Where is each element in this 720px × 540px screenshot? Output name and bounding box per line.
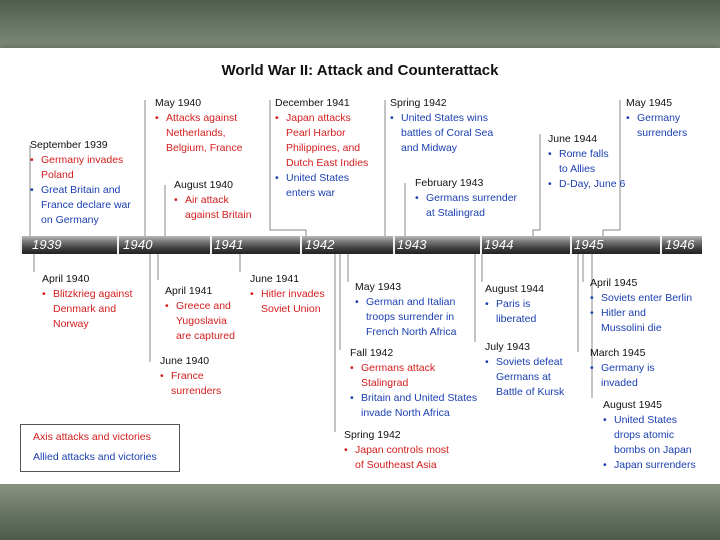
event-item-text: German and Italian [366, 296, 456, 308]
bullet-icon: • [30, 184, 34, 196]
event-may1943 [355, 280, 456, 340]
event-date: Spring 1942 [390, 97, 447, 109]
event-may1940 [155, 96, 242, 156]
event-jun1940 [160, 354, 221, 399]
event-item-allied [355, 295, 456, 340]
tick-1943 [393, 236, 395, 254]
event-item-text-continued: are captured [176, 330, 235, 342]
event-item-text-continued: French North Africa [366, 326, 457, 338]
year-label-1941: 1941 [214, 237, 244, 252]
bullet-icon: • [275, 112, 279, 124]
bullet-icon: • [160, 370, 164, 382]
event-item-allied [485, 355, 564, 400]
event-item-text-continued: and Midway [401, 142, 458, 154]
bullet-icon: • [485, 356, 489, 368]
event-item-allied [415, 191, 517, 221]
event-item-text-continued: to Allies [559, 163, 596, 175]
event-date: May 1945 [626, 97, 673, 109]
bullet-icon: • [30, 154, 34, 166]
event-item-text-continued: France declare war [41, 199, 131, 211]
event-date: July 1943 [485, 341, 530, 353]
event-fall1942 [350, 346, 477, 421]
event-item-axis [160, 369, 221, 399]
bullet-icon: • [590, 362, 594, 374]
event-item-text-continued: Pearl Harbor [286, 127, 346, 139]
year-label-1945: 1945 [574, 237, 604, 252]
event-item-axis [155, 111, 242, 156]
event-apr1940 [42, 272, 132, 332]
event-item-text: France [171, 370, 204, 382]
connector-jun1944 [533, 134, 540, 236]
event-item-text: Britain and United States [361, 392, 478, 404]
event-item-text-continued: Philippines, and [286, 142, 361, 154]
bullet-icon: • [590, 292, 594, 304]
event-date: June 1941 [250, 273, 300, 285]
event-item-allied [590, 291, 692, 306]
event-item-axis [30, 153, 131, 183]
event-item-text: Rome falls [559, 148, 609, 160]
bullet-icon: • [603, 459, 607, 471]
event-date: April 1945 [590, 277, 638, 289]
event-item-text: Japan attacks [286, 112, 351, 124]
event-feb1943 [415, 176, 517, 221]
event-may1945 [626, 96, 687, 141]
tick-1946 [660, 236, 662, 254]
bullet-icon: • [344, 444, 348, 456]
event-item-axis [165, 299, 235, 344]
event-item-axis [350, 361, 477, 391]
event-aug1944 [485, 282, 544, 327]
event-item-text-continued: Dutch East Indies [286, 157, 369, 169]
bullet-icon: • [350, 392, 354, 404]
event-sep1939 [30, 138, 131, 228]
year-label-1940: 1940 [123, 237, 153, 252]
event-item-allied [603, 413, 696, 458]
event-item-text-continued: Poland [41, 169, 74, 181]
bullet-icon: • [350, 362, 354, 374]
event-jul1943 [485, 340, 564, 400]
event-item-text: Soviets enter Berlin [601, 292, 693, 304]
event-item-text-continued: against Britain [185, 209, 252, 221]
event-item-axis [344, 443, 449, 473]
event-date: February 1943 [415, 177, 484, 189]
event-item-text-continued: on Germany [41, 214, 99, 226]
event-date: April 1940 [42, 273, 90, 285]
event-date: May 1943 [355, 281, 402, 293]
event-item-text-continued: battles of Coral Sea [401, 127, 494, 139]
diagram-title: World War II: Attack and Counterattack [221, 62, 499, 79]
event-item-text: Japan controls most [355, 444, 449, 456]
event-date: April 1941 [165, 285, 213, 297]
event-item-text: Air attack [185, 194, 229, 206]
bullet-icon: • [415, 192, 419, 204]
event-jun1941 [250, 272, 325, 317]
event-item-allied [548, 177, 625, 192]
event-item-text: Hitler and [601, 307, 646, 319]
bullet-icon: • [275, 172, 279, 184]
event-item-text: United States [614, 414, 678, 426]
event-item-text-continued: invade North Africa [361, 407, 450, 419]
event-item-text: Japan surrenders [614, 459, 696, 471]
event-item-allied [275, 171, 368, 201]
event-item-text-continued: Netherlands, [166, 127, 226, 139]
event-item-text-continued: Belgium, France [166, 142, 243, 154]
event-date: March 1945 [590, 347, 646, 359]
event-item-axis [42, 287, 132, 332]
event-apr1941 [165, 284, 235, 344]
event-date: June 1944 [548, 133, 598, 145]
event-mar1945 [590, 346, 655, 391]
event-item-text: Paris is [496, 298, 531, 310]
event-date: December 1941 [275, 97, 350, 109]
event-item-text: D-Day, June 6 [559, 178, 626, 190]
tick-1944 [480, 236, 482, 254]
tick-1941 [210, 236, 212, 254]
tick-1942 [300, 236, 302, 254]
event-date: August 1944 [485, 283, 544, 295]
event-item-text-continued: Germans at [496, 371, 551, 383]
event-apr1945 [590, 276, 692, 336]
event-item-text: Germany invades [41, 154, 124, 166]
event-item-allied [548, 147, 625, 177]
event-item-text: Germany [637, 112, 681, 124]
bullet-icon: • [165, 300, 169, 312]
bullet-icon: • [155, 112, 159, 124]
event-item-text-continued: Mussolini die [601, 322, 662, 334]
event-item-text-continued: troops surrender in [366, 311, 455, 323]
event-item-text-continued: Denmark and [53, 303, 117, 315]
bullet-icon: • [626, 112, 630, 124]
year-label-1943: 1943 [397, 237, 427, 252]
tick-1939 [20, 236, 22, 254]
event-item-text-continued: Yugoslavia [176, 315, 227, 327]
event-item-text-continued: drops atomic [614, 429, 675, 441]
event-item-text-continued: invaded [601, 377, 638, 389]
event-item-allied [390, 111, 493, 156]
event-item-text: Great Britain and [41, 184, 121, 196]
event-item-text: United States [286, 172, 350, 184]
event-item-allied [30, 183, 131, 228]
event-date: June 1940 [160, 355, 210, 367]
year-label-1944: 1944 [484, 237, 514, 252]
event-date: May 1940 [155, 97, 202, 109]
event-aug1940 [174, 178, 252, 223]
legend-axis-label: Axis attacks and victories [33, 431, 151, 443]
tick-1945 [570, 236, 572, 254]
event-item-text-continued: Soviet Union [261, 303, 321, 315]
event-item-text-continued: Battle of Kursk [496, 386, 565, 398]
event-date: August 1940 [174, 179, 233, 191]
event-item-text-continued: Norway [53, 318, 89, 330]
event-item-allied [350, 391, 477, 421]
event-item-text-continued: at Stalingrad [426, 207, 485, 219]
event-item-axis [250, 287, 325, 317]
event-item-text-continued: enters war [286, 187, 336, 199]
bullet-icon: • [590, 307, 594, 319]
event-item-text: Soviets defeat [496, 356, 563, 368]
event-item-text: Blitzkrieg against [53, 288, 133, 300]
event-item-allied [590, 306, 692, 336]
event-item-text-continued: bombs on Japan [614, 444, 692, 456]
event-item-text: Greece and [176, 300, 231, 312]
bullet-icon: • [548, 148, 552, 160]
event-item-allied [626, 111, 687, 141]
event-item-axis [174, 193, 252, 223]
event-item-allied [603, 458, 696, 473]
year-label-1942: 1942 [305, 237, 335, 252]
event-date: Fall 1942 [350, 347, 394, 359]
event-aug1945 [603, 398, 696, 473]
event-item-text-continued: liberated [496, 313, 537, 325]
event-spr1942b [344, 428, 449, 473]
bullet-icon: • [548, 178, 552, 190]
legend-box [20, 424, 180, 472]
event-item-text: Germans attack [361, 362, 436, 374]
bullet-icon: • [42, 288, 46, 300]
event-spr1942 [390, 96, 493, 156]
event-item-allied [590, 361, 655, 391]
event-item-text: United States wins [401, 112, 488, 124]
year-label-1939: 1939 [32, 237, 62, 252]
event-item-allied [485, 297, 544, 327]
legend-allied-label: Allied attacks and victories [33, 451, 157, 463]
event-date: September 1939 [30, 139, 108, 151]
event-item-text-continued: surrenders [171, 385, 222, 397]
event-dec1941 [275, 96, 368, 201]
event-item-axis [275, 111, 368, 171]
event-item-text-continued: surrenders [637, 127, 688, 139]
bullet-icon: • [355, 296, 359, 308]
event-item-text: Germany is [601, 362, 655, 374]
bullet-icon: • [390, 112, 394, 124]
bullet-icon: • [174, 194, 178, 206]
event-item-text: Attacks against [166, 112, 238, 124]
event-item-text: Hitler invades [261, 288, 325, 300]
event-date: August 1945 [603, 399, 662, 411]
event-jun1944 [548, 132, 625, 192]
bullet-icon: • [485, 298, 489, 310]
event-item-text-continued: Stalingrad [361, 377, 409, 389]
bullet-icon: • [603, 414, 607, 426]
bullet-icon: • [250, 288, 254, 300]
event-date: Spring 1942 [344, 429, 401, 441]
event-item-text: Germans surrender [426, 192, 518, 204]
event-item-text-continued: of Southeast Asia [355, 459, 437, 471]
tick-1940 [117, 236, 119, 254]
year-label-1946: 1946 [665, 237, 695, 252]
